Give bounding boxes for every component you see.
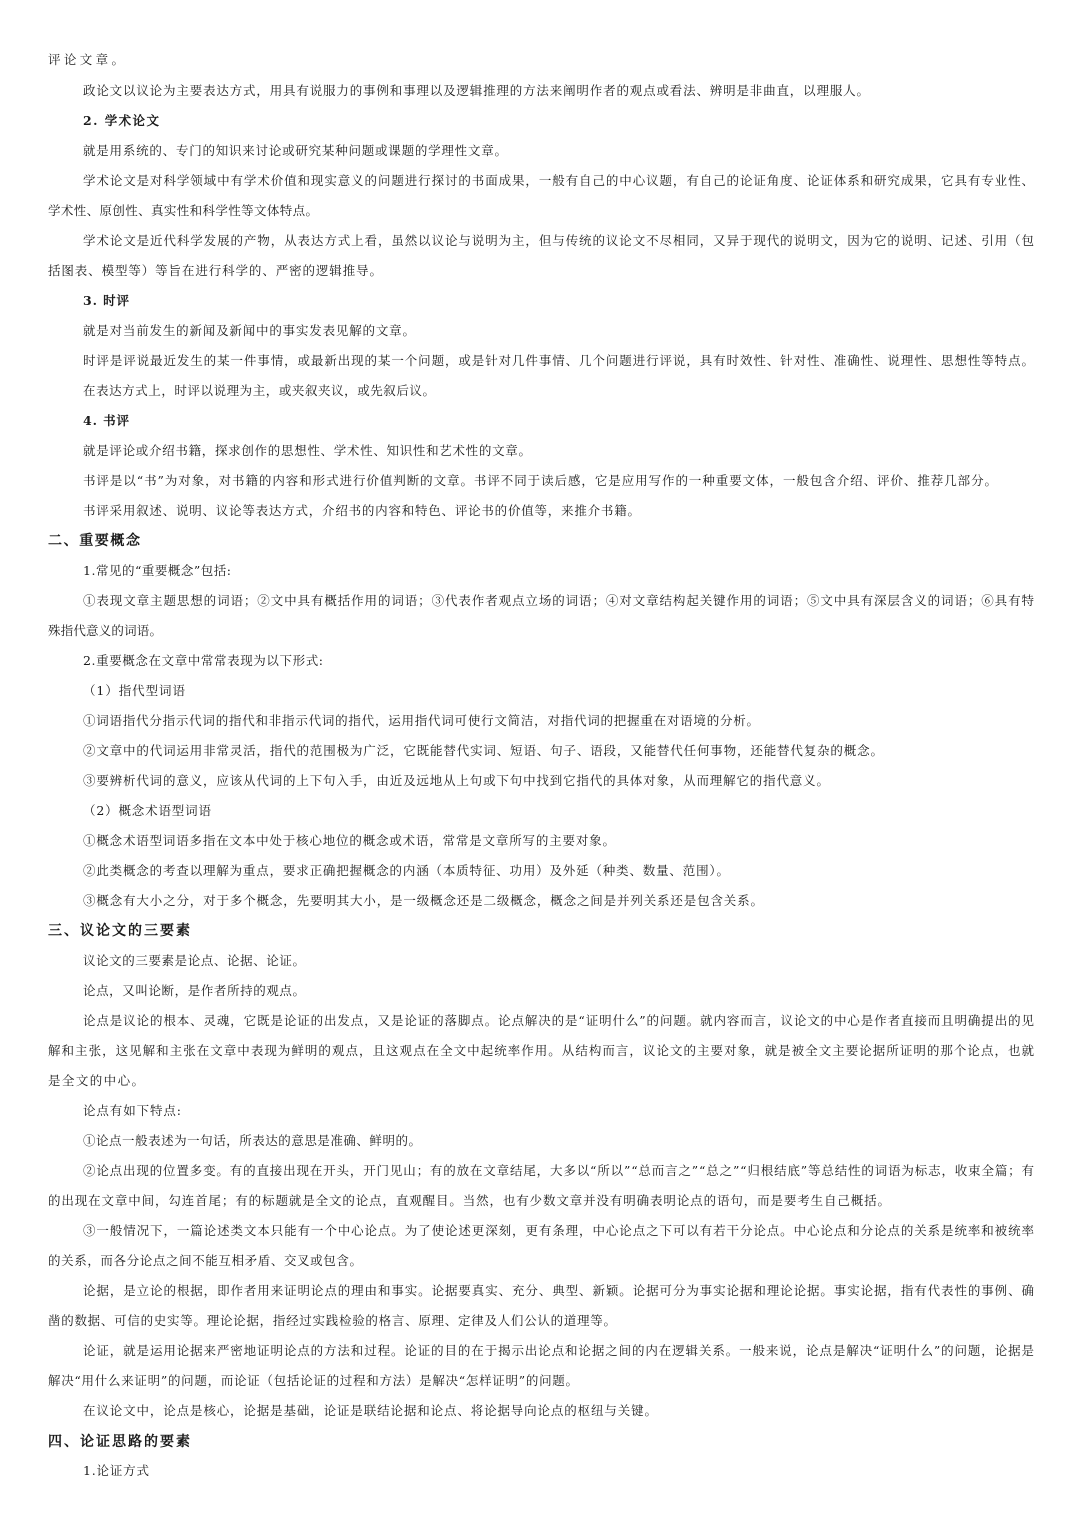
- line-text: ①词语指代分指示代词的指代和非指示代词的指代，运用指代词可使行文简洁，对指代词的把握重在对语境的分析。: [83, 713, 760, 728]
- text-line: [0, 320, 1080, 342]
- section-heading: [0, 920, 1080, 942]
- text-line: [0, 710, 1080, 732]
- text-line: [0, 890, 1080, 912]
- text-line: [0, 140, 1080, 162]
- subsection-heading: [0, 410, 1080, 432]
- text-line: [0, 740, 1080, 762]
- line-text: ①论点一般表述为一句话，所表达的意思是准确、鲜明的。: [83, 1133, 422, 1148]
- text-line: [0, 830, 1080, 852]
- text-line: [0, 1460, 1080, 1482]
- text-line: [0, 1370, 1080, 1392]
- line-text: （1）指代型词语: [83, 683, 186, 698]
- line-text: 3. 时评: [83, 293, 130, 308]
- line-text: 时评是评说最近发生的某一件事情，或最新出现的某一个问题，或是针对几件事情、几个问题进行评说，具有时效性、针对性、准确性、说理性、思想性等特点。: [83, 353, 1035, 368]
- line-text: 是全文的中心。: [48, 1073, 146, 1088]
- line-text: 学术论文是对科学领域中有学术价值和现实意义的问题进行探讨的书面成果，一般有自己的中心议题，有自己的论证角度、论证体系和研究成果，它具有专业性、: [83, 173, 1035, 188]
- text-line: [0, 1160, 1080, 1182]
- text-line: [0, 620, 1080, 642]
- text-line: [0, 350, 1080, 372]
- line-text: 学术性、原创性、真实性和科学性等文体特点。: [48, 203, 319, 218]
- line-text: 书评采用叙述、说明、议论等表达方式，介绍书的内容和特色、评论书的价值等，来推介书籍。: [83, 503, 641, 518]
- text-line: [0, 800, 1080, 822]
- text-line: [0, 1010, 1080, 1032]
- line-text: 凿的数据、可信的史实等。理论论据，指经过实践检验的格言、原理、定律及人们公认的道理等。: [48, 1313, 617, 1328]
- line-text: 解和主张，这见解和主张在文章中表现为鲜明的观点，且这观点在全文中起统率作用。从结构而言，议论文的主要对象，就是被全文主要论据所证明的那个论点，也就: [48, 1043, 1036, 1058]
- subsection-heading: [0, 110, 1080, 132]
- line-text: ②论点出现的位置多变。有的直接出现在开头，开门见山；有的放在文章结尾，大多以“所以”“总而言之”“总之”“归根结底”等总结性的词语为标志，收束全篇；有: [83, 1163, 1035, 1178]
- text-line: [0, 860, 1080, 882]
- line-text: ①概念术语型词语多指在文本中处于核心地位的概念或术语，常常是文章所写的主要对象。: [83, 833, 616, 848]
- line-text: 就是对当前发生的新闻及新闻中的事实发表见解的文章。: [83, 323, 416, 338]
- line-text: 的出现在文章中间，勾连首尾；有的标题就是全文的论点，直观醒目。当然，也有少数文章并没有明确表明论点的语句，而是要考生自己概括。: [48, 1193, 891, 1208]
- line-text: 论证，就是运用论据来严密地证明论点的方法和过程。论证的目的在于揭示出论点和论据之间的内在逻辑关系。一般来说，论点是解决“证明什么”的问题，论据是: [83, 1343, 1035, 1358]
- text-line: [0, 170, 1080, 192]
- line-text: 书评是以“书”为对象，对书籍的内容和形式进行价值判断的文章。书评不同于读后感，它是应用写作的一种重要文体，一般包含介绍、评价、推荐几部分。: [83, 473, 998, 488]
- text-line: [0, 200, 1080, 222]
- text-line: [0, 770, 1080, 792]
- text-line: [0, 1400, 1080, 1422]
- line-text: 殊指代意义的词语。: [48, 623, 163, 638]
- text-line: [0, 650, 1080, 672]
- text-line: [0, 1340, 1080, 1362]
- line-text: 2. 学术论文: [83, 113, 161, 128]
- text-line: [0, 1220, 1080, 1242]
- text-line: [0, 1040, 1080, 1062]
- section-heading: [0, 1431, 1080, 1453]
- text-line: [0, 440, 1080, 462]
- text-line: [0, 1100, 1080, 1122]
- line-text: 政论文以议论为主要表达方式，用具有说服力的事例和事理以及逻辑推理的方法来阐明作者的观点或看法、辨明是非曲直，以理服人。: [83, 83, 870, 98]
- text-line: [0, 1190, 1080, 1212]
- line-text: 括图表、模型等）等旨在进行科学的、严密的逻辑推导。: [48, 263, 383, 278]
- text-line: [0, 49, 1080, 71]
- text-line: [0, 980, 1080, 1002]
- text-line: [0, 560, 1080, 582]
- line-text: 议论文的三要素是论点、论据、论证。: [83, 953, 306, 968]
- line-text: 在表达方式上，时评以说理为主，或夹叙夹议，或先叙后议。: [83, 383, 436, 398]
- line-text: ①表现文章主题思想的词语；②文中具有概括作用的词语；③代表作者观点立场的词语；④对文章结构起关键作用的词语；⑤文中具有深层含义的词语；⑥具有特: [83, 593, 1035, 608]
- line-text: ③要辨析代词的意义，应该从代词的上下句入手，由近及远地从上句或下句中找到它指代的具体对象，从而理解它的指代意义。: [83, 773, 830, 788]
- text-line: [0, 1130, 1080, 1152]
- text-line: [0, 500, 1080, 522]
- line-text: 论点，又叫论断，是作者所持的观点。: [83, 983, 306, 998]
- text-line: [0, 680, 1080, 702]
- text-line: [0, 1250, 1080, 1272]
- line-text: 就是评论或介绍书籍，探求创作的思想性、学术性、知识性和艺术性的文章。: [83, 443, 532, 458]
- line-text: ②此类概念的考查以理解为重点，要求正确把握概念的内涵（本质特征、功用）及外延（种类、数量、范围）。: [83, 863, 730, 878]
- line-text: 论点有如下特点:: [83, 1103, 182, 1118]
- section-heading: [0, 530, 1080, 552]
- line-text: 的关系，而各分论点之间不能互相矛盾、交叉或包含。: [48, 1253, 363, 1268]
- subsection-heading: [0, 290, 1080, 312]
- text-line: [0, 230, 1080, 252]
- text-line: [0, 80, 1080, 102]
- text-line: [0, 590, 1080, 612]
- line-text: 三、议论文的三要素: [48, 923, 192, 939]
- line-text: 论据，是立论的根据，即作者用来证明论点的理由和事实。论据要真实、充分、典型、新颖。论据可分为事实论据和理论论据。事实论据，指有代表性的事例、确: [83, 1283, 1035, 1298]
- line-text: 学术论文是近代科学发展的产物，从表达方式上看，虽然以议论与说明为主，但与传统的议论文不尽相同，又异于现代的说明文，因为它的说明、记述、引用（包: [83, 233, 1035, 248]
- line-text: （2）概念术语型词语: [83, 803, 212, 818]
- line-text: ③概念有大小之分，对于多个概念，先要明其大小，是一级概念还是二级概念，概念之间是并列关系还是包含关系。: [83, 893, 764, 908]
- line-text: 就是用系统的、专门的知识来讨论或研究某种问题或课题的学理性文章。: [83, 143, 508, 158]
- line-text: 解决“用什么来证明”的问题，而论证（包括论证的过程和方法）是解决“怎样证明”的问题。: [48, 1373, 579, 1388]
- line-text: 论点是议论的根本、灵魂，它既是论证的出发点，又是论证的落脚点。论点解决的是“证明什么”的问题。就内容而言，议论文的中心是作者直接而且明确提出的见: [83, 1013, 1035, 1028]
- text-line: [0, 950, 1080, 972]
- line-text: 2.重要概念在文章中常常表现为以下形式:: [83, 653, 324, 668]
- text-line: [0, 1310, 1080, 1332]
- line-text: 在议论文中，论点是核心，论据是基础，论证是联结论据和论点、将论据导向论点的枢纽与关键。: [83, 1403, 658, 1418]
- text-line: [0, 260, 1080, 282]
- text-line: [0, 1280, 1080, 1302]
- line-text: 4. 书评: [83, 413, 130, 428]
- text-line: [0, 1070, 1080, 1092]
- line-text: ②文章中的代词运用非常灵活，指代的范围极为广泛，它既能替代实词、短语、句子、语段，又能替代任何事物，还能替代复杂的概念。: [83, 743, 884, 758]
- line-text: 1.常见的“重要概念”包括:: [83, 563, 232, 578]
- line-text: 四、论证思路的要素: [48, 1434, 192, 1450]
- line-text: 评论文章。: [48, 52, 128, 67]
- line-text: 二、重要概念: [48, 533, 142, 549]
- text-line: [0, 470, 1080, 492]
- text-line: [0, 380, 1080, 402]
- line-text: 1.论证方式: [83, 1463, 150, 1478]
- line-text: ③一般情况下，一篇论述类文本只能有一个中心论点。为了使论述更深刻，更有条理，中心论点之下可以有若干分论点。中心论点和分论点的关系是统率和被统率: [83, 1223, 1035, 1238]
